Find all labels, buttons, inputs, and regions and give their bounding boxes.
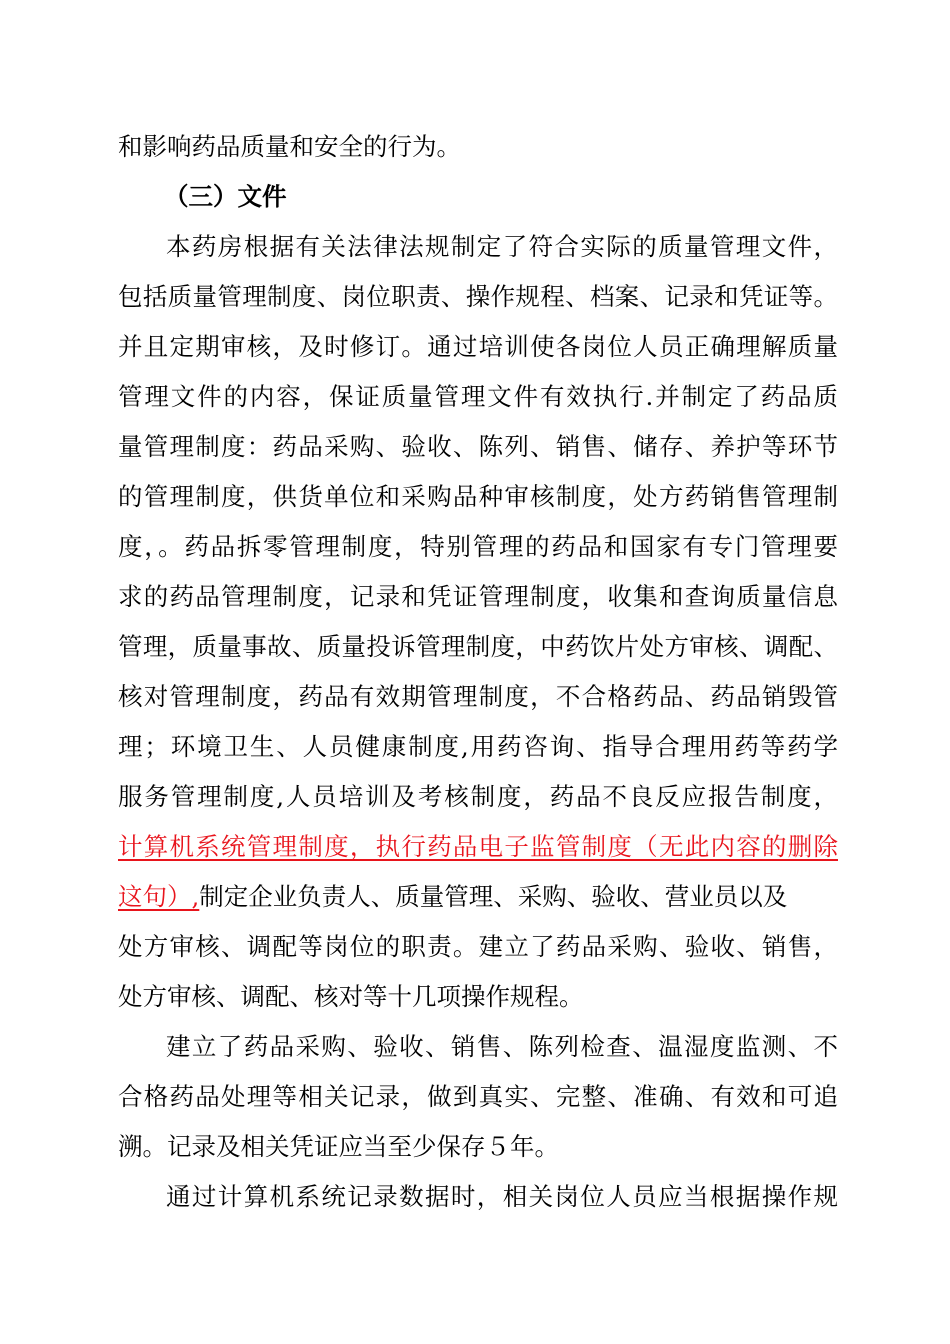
paragraph-line: 度，。药品拆零管理制度，特别管理的药品和国家有专门管理要 [118,532,838,561]
section-heading: （三）文件 [164,182,287,211]
paragraph-line: 建立了药品采购、验收、销售、陈列检查、温湿度监测、不 [166,1032,838,1061]
paragraph-line: 求的药品管理制度，记录和凭证管理制度，收集和查询质量信息 [118,582,838,611]
paragraph-line: 溯。记录及相关凭证应当至少保存５年。 [118,1132,559,1161]
paragraph-line: 并且定期审核，及时修订。通过培训使各岗位人员正确理解质量 [118,332,838,361]
paragraph-line: 管理文件的内容，保证质量管理文件有效执行.并制定了药品质 [118,382,838,411]
paragraph-line: 合格药品处理等相关记录，做到真实、完整、准确、有效和可追 [118,1082,838,1111]
paragraph-line: 本药房根据有关法律法规制定了符合实际的质量管理文件， [166,232,838,261]
paragraph-line: 管理，质量事故、质量投诉管理制度，中药饮片处方审核、调配、 [118,632,838,661]
paragraph-line: 和影响药品质量和安全的行为。 [118,132,461,161]
paragraph-line: 理；环境卫生、人员健康制度,用药咨询、指导合理用药等药学 [118,732,838,761]
paragraph-fragment: 制定企业负责人、质量管理、采购、验收、营业员以及 [199,882,788,911]
paragraph-line: 服务管理制度,人员培训及考核制度，药品不良反应报告制度， [118,782,838,811]
paragraph-line: 的管理制度，供货单位和采购品种审核制度，处方药销售管理制 [118,482,838,511]
paragraph-line: 量管理制度：药品采购、验收、陈列、销售、储存、养护等环节 [118,432,838,461]
mixed-line [118,877,838,917]
paragraph-line: 处方审核、调配等岗位的职责。建立了药品采购、验收、销售， [118,932,838,961]
paragraph-line: 处方审核、调配、核对等十几项操作规程。 [118,982,584,1011]
paragraph-line: 通过计算机系统记录数据时，相关岗位人员应当根据操作规 [166,1182,838,1211]
highlighted-fragment: 这句）, [118,882,200,911]
paragraph-line: 核对管理制度，药品有效期管理制度，不合格药品、药品销毁管 [118,682,838,711]
highlighted-line: 计算机系统管理制度，执行药品电子监管制度（无此内容的删除 [118,832,838,861]
paragraph-line: 包括质量管理制度、岗位职责、操作规程、档案、记录和凭证等。 [118,282,838,311]
